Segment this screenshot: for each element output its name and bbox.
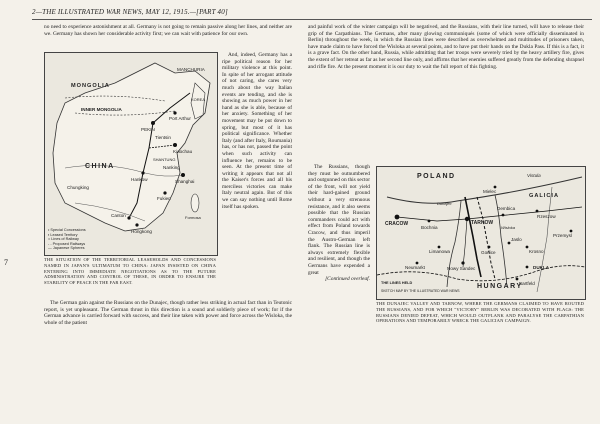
- paragraph-politics: And, indeed, Germany has a ripe political reason for her military violence at this point. In spite of her arrogant attitude of not caring, she cares very much about the way Italian events are tending, and she is showing as much power in her hand as she is able, because of her anxiety. Something of her movement may be put down to spring, but most of it has political significance. Whether Italy (and after Italy, Roumania) has, or has not, passed the point when such activity can influence her, remains to be seen. At the present time of writing it appears that not all the Kaiser's forces and all his merciless victories can make Italy neutral again. But of this we can say nothing until Rome itself has spoken.: [222, 52, 292, 210]
- label-shantung: SHANTUNG: [153, 157, 176, 162]
- jaslo-dot: [508, 242, 511, 245]
- label-manchuria: MANCHURIA: [177, 67, 205, 72]
- label-hankow: Hankow: [131, 177, 148, 182]
- nowy-sandec-dot: [461, 261, 464, 264]
- page-header: [32, 8, 592, 20]
- label-przemysl: Przemysl: [553, 233, 572, 238]
- bochnia-dot: [428, 220, 431, 223]
- article-right-mid: [308, 164, 370, 342]
- label-bartfeld: Bartfeld: [519, 281, 535, 286]
- legend-item: - - Proposed Railways: [48, 241, 86, 246]
- label-canton: Canton: [111, 213, 126, 218]
- article-left-top: [44, 24, 292, 50]
- label-bochnia: Bochnia: [421, 225, 438, 230]
- dukla-dot: [526, 266, 529, 269]
- side-mark: 7: [4, 258, 8, 267]
- paragraph-winter-campaign: and painful work of the winter campaign will be negatived, and the Russians, with their line turned, will have to release their grip of the Carpathians. The Germans, after many glowing communiqués (some of which were officially disseminated in Berlin) throughout the week, in which the Russian lines were described as overwhelmed and multitudes of prisoners taken, have made claim to have forced the Wisloka at several points, and to have put their hands on the Dukla Pass. If this is a fact, it is a grave fact. On the other hand, Russia, while admitting that her troops were severely tried by the heavy artillery fire, gives the extent of her retreat as far as her second line only, and affirms that her enemies suffered greatly from the defending shrapnel and rifle fire. At the present moment it is our duty to wait the full report of this fighting.: [308, 24, 584, 70]
- label-cracow: CRACOW: [385, 221, 409, 227]
- przemysl-dot: [570, 230, 573, 233]
- label-krosno: Krosno: [529, 249, 544, 254]
- canton-dot: [127, 216, 130, 219]
- limanowa-dot: [438, 246, 441, 249]
- legend-item: ▪ Leased Territory: [48, 232, 78, 237]
- label-tarnow: TARNOW: [471, 220, 494, 226]
- poland-map-credit: SKETCH MAP BY THE ILLUSTRATED WAR NEWS: [381, 289, 460, 293]
- neumarkt-dot: [416, 262, 419, 265]
- formosa-island: [191, 194, 199, 212]
- paragraph-dunajec: The German gain against the Russians on the Dunajec, though rather less striking in actual fact than in Teutonic report, is yet unpleasant. The German thrust in this direction is a sound and soldierly piece of work; for if the German advance is carried forward with success, and their line taken with power and force across the Wisloka, the whole of the patient: [44, 300, 292, 326]
- poland-map-caption: THE DUNAJEC VALLEY AND TARNOW, WHERE THE GERMANS CLAIMED TO HAVE ROUTED THE RUSSIANS, AND FOR WHICH "VICTORY" BERLIN WAS DECORATED WITH FLAGS: THE RUSSIANS DENIED DEFEAT, WHICH WOULD OUTFLANK AND PARALYSE THE CARPATHIAN OPERATIONS AND TEMPORARILY WRECK THE GALICIAN CAMPAIGN.: [376, 301, 584, 324]
- mielec-dot: [494, 186, 497, 189]
- label-wisloka: Wisloka: [501, 225, 515, 230]
- label-shanghai: Shanghai: [175, 179, 195, 184]
- label-rzeszow: Rzeszow: [537, 214, 556, 219]
- label-dembica: Dembica: [497, 206, 516, 211]
- rzeszow-dot: [536, 210, 539, 213]
- shanghai-dot: [181, 173, 185, 177]
- article-left-bottom: [44, 300, 292, 352]
- article-right-top: [308, 24, 584, 162]
- label-inner-mongolia: INNER MONGOLIA: [81, 107, 122, 112]
- label-mongolia: MONGOLIA: [71, 83, 110, 89]
- gorlice-dot: [488, 246, 491, 249]
- label-jaslo: Jaslo: [511, 237, 522, 242]
- port-arthur-dot: [173, 111, 176, 114]
- cracow-dot: [395, 215, 400, 220]
- label-formosa: Formosa: [185, 215, 201, 220]
- label-poland: POLAND: [417, 173, 456, 180]
- label-neumarkt: Neumarkt: [405, 265, 425, 270]
- legend-item: — Japanese Spheres: [48, 246, 85, 251]
- article-left-mid: [222, 52, 292, 297]
- kiaochau-dot: [173, 143, 177, 147]
- krosno-dot: [526, 246, 529, 249]
- label-chungking: Chungking: [67, 185, 89, 190]
- label-gorlice: Gorlice: [481, 250, 496, 255]
- china-map: [44, 52, 218, 256]
- label-kiaochau: Kiaochau: [173, 149, 193, 154]
- label-dunajec: Dunajec: [437, 201, 452, 206]
- label-hongkong: Hongkong: [131, 229, 152, 234]
- tarnow-dot: [465, 217, 469, 221]
- poland-map-legend-title: THE LINES HELD: [381, 281, 413, 285]
- label-tientsin: Tientsin: [155, 135, 171, 140]
- label-china: CHINA: [85, 163, 115, 170]
- label-port-arthur: Port Arthur: [169, 116, 191, 121]
- label-peking: PEKIN: [141, 127, 155, 132]
- fukien-dot: [163, 191, 166, 194]
- poland-map: [376, 166, 586, 300]
- paragraph-russians: The Russians, though they must be outnumbered and outgunned on this sector of the front, will not yield their hard-gained ground without a very strenuous resistance, and it also seems possible that the Russian commanders could act with effect from Poland towards Cracow, and thus imperil the Austro-German left flank. The Russian line is always extremely flexible and resilient, and though the Germans have expended a great: [308, 164, 370, 276]
- dembica-dot: [502, 214, 505, 217]
- label-korea: KOREA: [191, 97, 206, 102]
- label-galicia: GALICIA: [529, 193, 559, 199]
- label-nowy-sandec: Nowy Sandec: [447, 266, 476, 271]
- label-dukla: DUKLA: [533, 265, 550, 270]
- header-rule: [32, 19, 592, 20]
- label-fukien: Fukien: [157, 196, 171, 201]
- continued-note: [Continued overleaf.: [325, 276, 370, 283]
- peking-dot: [151, 121, 155, 125]
- label-nanking: Nanking: [163, 165, 180, 170]
- paragraph-intro: no need to experience astonishment at all. Germany is not going to remain passive along her lines, and neither are we. Germany has shown her considerable activity first; we can wait with patience for our own.: [44, 24, 292, 37]
- hankow-dot: [141, 171, 144, 174]
- label-vistula: Vistula: [527, 173, 541, 178]
- label-limanowa: Limanowa: [429, 249, 450, 254]
- legend-item: = Lines of Railway: [48, 237, 79, 242]
- label-mielec: Mielec: [483, 189, 497, 194]
- legend-item: • Special Concessions: [48, 228, 86, 233]
- header-text: 2—THE ILLUSTRATED WAR NEWS, MAY 12, 1915.—[PART 40]: [32, 8, 228, 16]
- bartfeld-dot: [516, 278, 519, 281]
- page: [32, 8, 592, 420]
- china-map-legend: [48, 228, 86, 251]
- china-map-caption: THE SITUATION OF THE TERRITORIAL LEASEHOLDS AND CONCESSIONS NAMED IN JAPAN'S ULTIMATUM TO CHINA: JAPAN INSISTED ON CHINA ENTERING INTO IMMEDIATE NEGOTIATIONS AS TO THE FUTURE ADMINISTRATION AND CONTROL OF THESE, IN ORDER TO ENSURE THE STABILITY OF PEACE IN THE FAR EAST.: [44, 257, 216, 286]
- hongkong-dot: [135, 223, 138, 226]
- label-hungary: HUNGARY: [477, 283, 523, 290]
